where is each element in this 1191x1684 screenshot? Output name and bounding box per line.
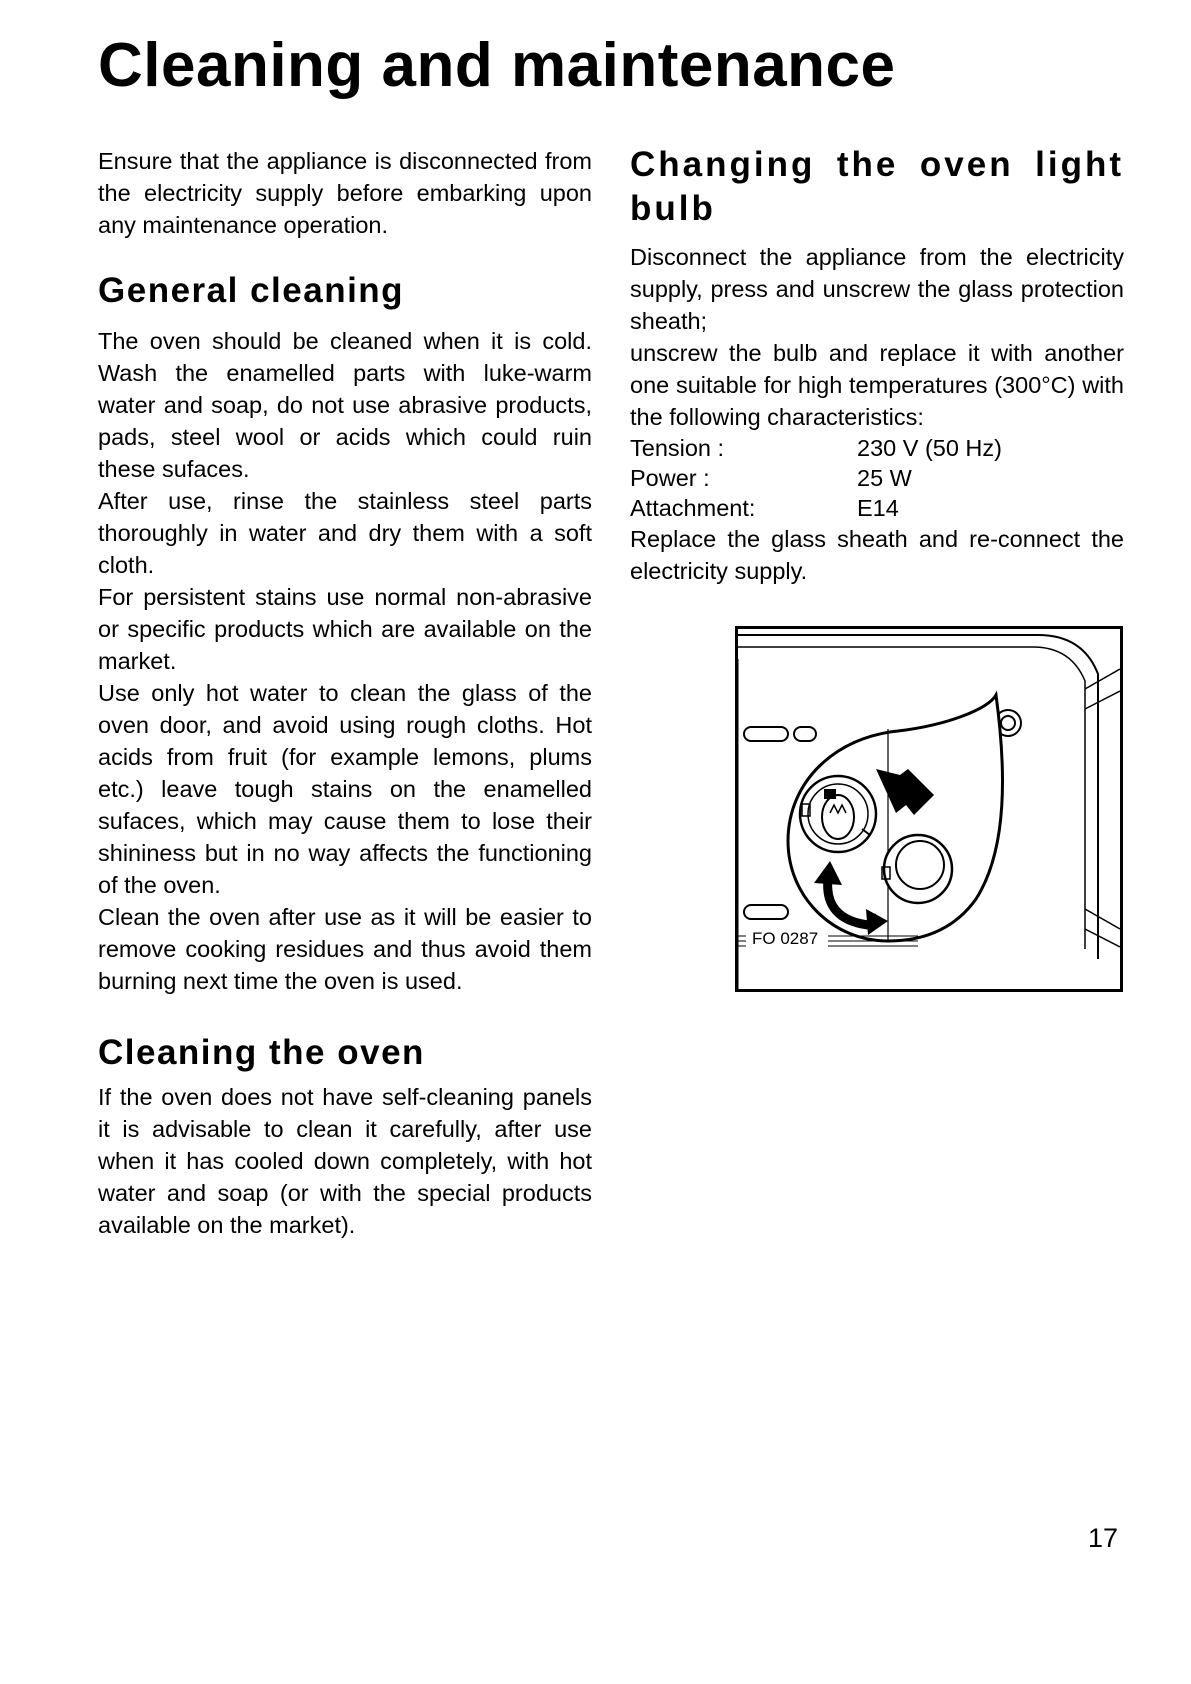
cleaning-oven-heading: Cleaning the oven	[98, 1033, 425, 1072]
cleaning-oven-paragraph: If the oven does not have self-cleaning panels it is advisable to clean it carefully, after use when it has cooled down completely, with hot water and soap (or with the special products available on the market).	[98, 1084, 592, 1238]
light-bulb-instruction: Disconnect the appliance from the electricity supply, press and unscrew the glass protection sheath;	[630, 244, 1124, 334]
figure-code: FO 0287	[748, 929, 822, 949]
spec-label: Tension :	[630, 435, 725, 461]
general-cleaning-paragraph: For persistent stains use normal non-abrasive or specific products which are available on the market.	[98, 584, 592, 674]
bulb-spec-table	[630, 433, 1124, 523]
general-cleaning-paragraph: The oven should be cleaned when it is cold. Wash the enamelled parts with luke-warm water and soap, do not use abrasive products, pads, steel wool or acids which could ruin these sufaces.	[98, 328, 592, 482]
bulb-icon	[800, 776, 876, 852]
light-bulb-outro: Replace the glass sheath and re-connect the electricity supply.	[630, 526, 1124, 584]
right-column	[630, 143, 1124, 587]
spec-row	[630, 463, 1124, 493]
page-title: Cleaning and maintenance	[98, 31, 896, 100]
intro-paragraph: Ensure that the appliance is disconnected from the electricity supply before embarking upon any maintenance operation.	[98, 148, 592, 238]
general-cleaning-heading: General cleaning	[98, 271, 405, 310]
spec-label: Power :	[630, 465, 710, 491]
spec-value: 230 V (50 Hz)	[857, 435, 1002, 461]
spec-value: 25 W	[857, 465, 912, 491]
general-cleaning-paragraph: Use only hot water to clean the glass of the oven door, and avoid using rough cloths. Hot acids from fruit (for example lemons, plums etc.) leave tough stains on the enamelled sufaces, which may cause them to lose their shininess but in no way affects the functioning of the oven.	[98, 680, 592, 898]
oven-light-illustration	[735, 626, 1123, 992]
light-bulb-heading: Changing the oven light bulb	[630, 145, 1124, 228]
left-column	[98, 145, 592, 1241]
spec-row	[630, 433, 1124, 463]
general-cleaning-paragraph: Clean the oven after use as it will be easier to remove cooking residues and thus avoid them burning next time the oven is used.	[98, 904, 592, 994]
spec-row	[630, 493, 1124, 523]
page-number: 17	[1088, 1523, 1119, 1553]
spec-label: Attachment:	[630, 495, 756, 521]
general-cleaning-paragraph: After use, rinse the stainless steel parts thoroughly in water and dry them with a soft cloth.	[98, 488, 592, 578]
light-bulb-instruction: unscrew the bulb and replace it with another one suitable for high temperatures (300°C) with the following characteristics:	[630, 340, 1124, 430]
glass-sheath-icon	[882, 835, 952, 903]
spec-value: E14	[857, 495, 899, 521]
